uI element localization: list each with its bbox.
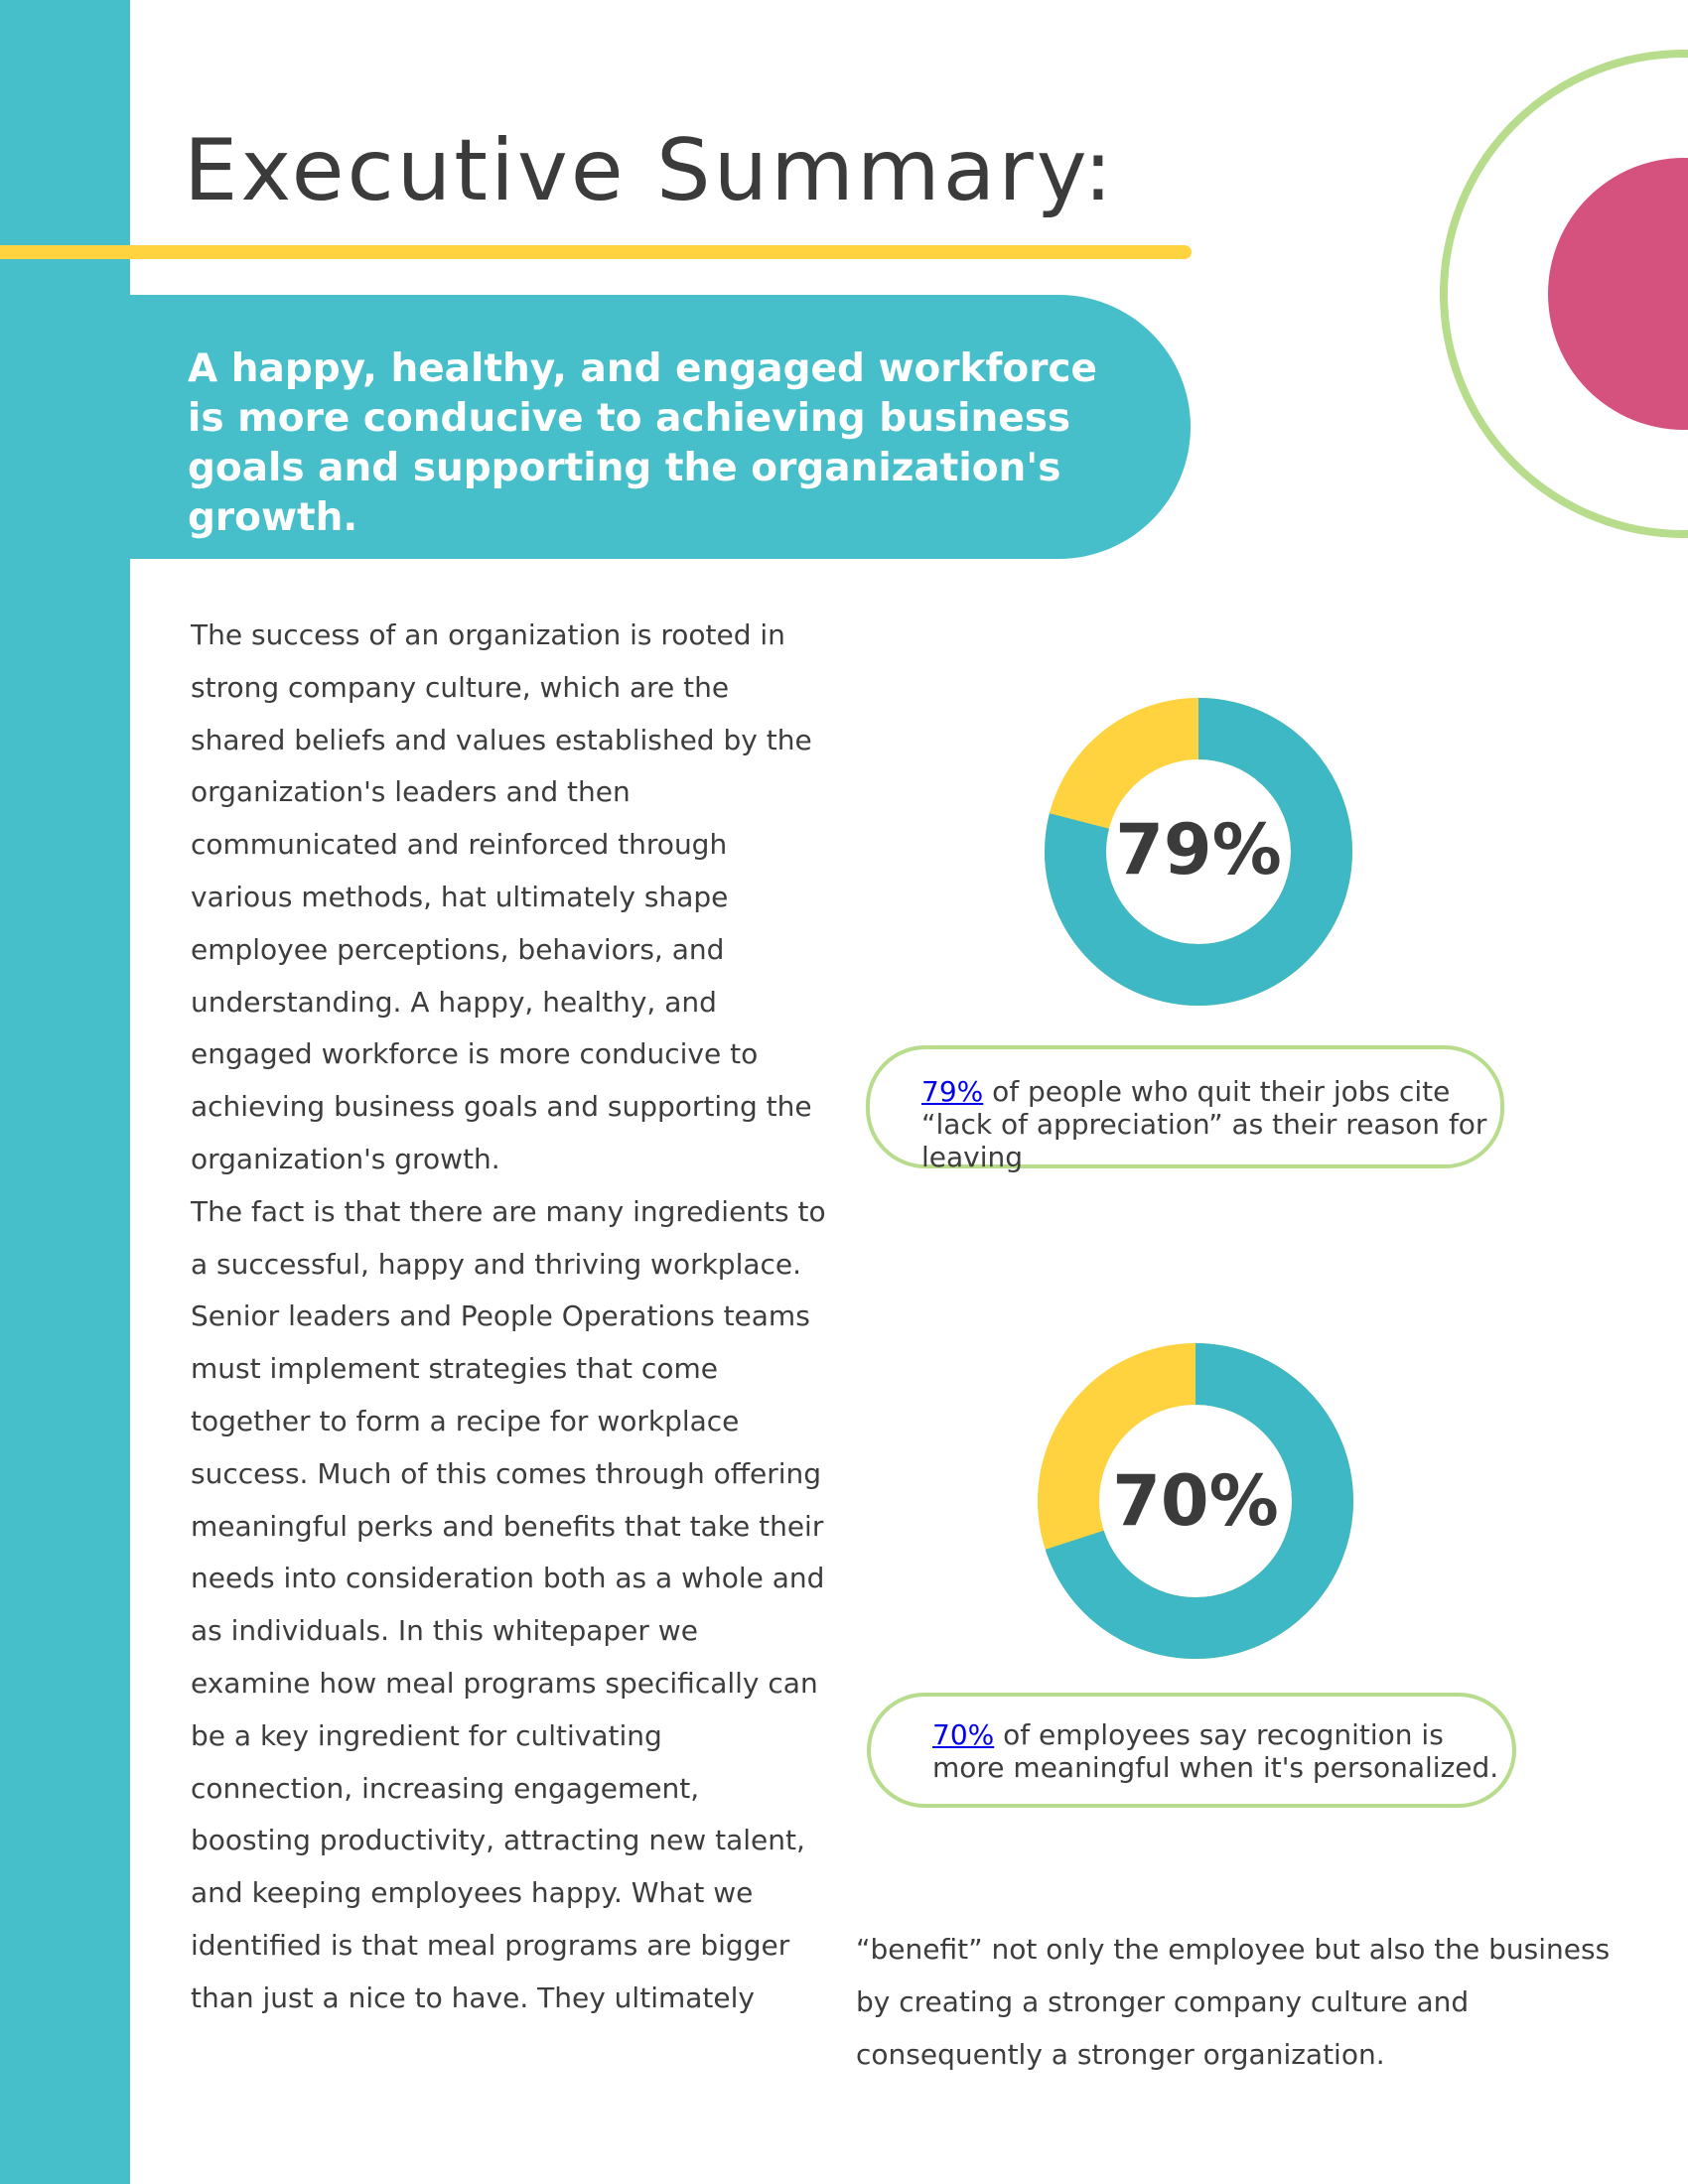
donut-chart-70 (1027, 1332, 1364, 1670)
donut-chart-79 (1030, 683, 1367, 1021)
body-paragraph: The fact is that there are many ingredients to a successful, happy and thriving workplace. Senior leaders and People Operations teams must implement strategies that come together to form a recipe for workplace success. Much of this comes through offering meaningful perks and benefits that take their needs into consideration both as a whole and as individuals. In this whitepaper we examine how meal programs specifically can be a key ingredient for cultivating connection, increasing engagement, boosting productivity, attracting new talent, and keeping employees happy. What we identified is that meal programs are bigger than just a nice to have. They ultimately (191, 1194, 826, 2014)
body-text (191, 610, 826, 2025)
stat-link-79[interactable]: 79% (921, 1075, 984, 1108)
body-paragraph: The success of an organization is rooted in strong company culture, which are the shared beliefs and values established by the organization's leaders and then communicated and reinforced through various methods, hat ultimately shape employee perceptions, behaviors, and understanding. A happy, healthy, and engaged workforce is more conducive to achieving business goals and supporting the organization's growth. (191, 618, 812, 1175)
stat-caption-text: of people who quit their jobs cite “lack of appreciation” as their reason for leaving (921, 1075, 1487, 1173)
title-underline (0, 245, 1192, 259)
donut-value-label: 79% (1115, 809, 1282, 890)
decorative-circle-graphic (1414, 22, 1688, 554)
closing-text: “benefit” not only the employee but also the business by creating a stronger company culture and consequently a stronger organization. (856, 1933, 1611, 2071)
stat-caption-text: of employees say recognition is more meaningful when it's personalized. (932, 1718, 1499, 1784)
decorative-pink-dot (1548, 158, 1688, 430)
banner-text: A happy, healthy, and engaged workforce is more conducive to achieving business goals and supporting the organization's growth. (188, 346, 1098, 540)
left-sidebar-band (0, 0, 130, 2184)
stat-caption-box-70 (867, 1693, 1516, 1808)
page-title: Executive Summary: (184, 121, 1116, 220)
stat-link-70[interactable]: 70% (932, 1718, 995, 1751)
stat-caption-box-79 (866, 1045, 1504, 1173)
donut-value-label: 70% (1112, 1460, 1279, 1542)
